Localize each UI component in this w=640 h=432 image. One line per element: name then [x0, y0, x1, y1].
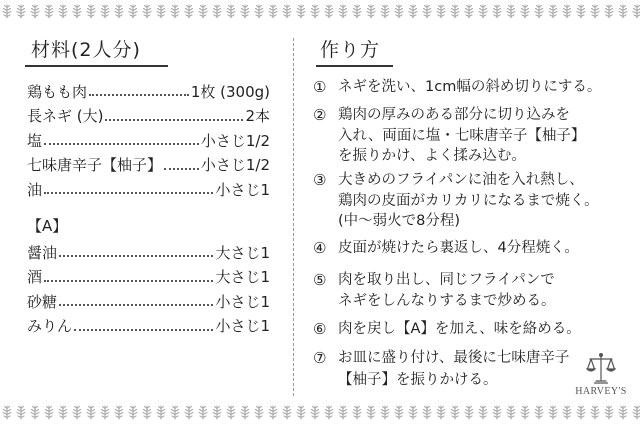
brand-logo — [570, 352, 632, 400]
step-line: (中〜弱火で8分程) — [338, 213, 461, 229]
ingredient-name: 砂糖 — [27, 292, 58, 311]
step-line: ネギを洗い、1cm幅の斜め切りにする。 — [338, 79, 602, 95]
ingredient-name: 酒 — [27, 268, 43, 287]
step-line: 肉を戻し【A】を加え、味を絡める。 — [338, 321, 581, 337]
scales-icon — [586, 352, 616, 385]
step-text — [338, 105, 585, 167]
ingredient-name: 七味唐辛子【柚子】 — [27, 156, 163, 175]
step-text — [338, 270, 556, 311]
method-title-underline — [316, 65, 393, 67]
ingredient-row — [27, 314, 270, 339]
step-line: を振りかけ、よく揉み込む。 — [338, 148, 526, 164]
step-number: ⑤ — [313, 271, 327, 289]
method-title: 作り方 — [320, 39, 381, 61]
ingredients-title-underline — [25, 65, 168, 67]
leaf-sprig-icon — [0, 3, 640, 19]
ingredient-amount: 小さじ1 — [215, 317, 270, 336]
dotted-leader — [44, 143, 199, 145]
step-line: お皿に盛り付け、最後に七味唐辛子 — [338, 350, 570, 366]
leaf-sprig-icon — [0, 404, 640, 420]
ingredient-amount: 小さじ1 — [215, 292, 270, 311]
bottom-decorative-border — [0, 404, 640, 420]
step-number: ② — [313, 106, 327, 124]
step-number: ⑥ — [313, 320, 327, 338]
ingredient-row — [27, 79, 270, 104]
step-line: 鶏肉の皮面がカリカリになるまで焼く。 — [338, 192, 599, 209]
ingredient-amount: 小さじ1/2 — [200, 156, 270, 175]
ingredient-name: 塩 — [27, 131, 43, 150]
ingredient-amount: 小さじ1/2 — [200, 131, 270, 150]
ingredient-amount: 小さじ1 — [215, 180, 270, 199]
step-line: ネギをしんなりするまで炒める。 — [338, 292, 556, 309]
step-line: 鶏肉の厚みのある部分に切り込みを — [338, 107, 570, 123]
seasoning-group-label: 【A】 — [27, 217, 68, 235]
step-text — [338, 348, 569, 391]
ingredient-amount: 1枚 (300g) — [190, 82, 270, 101]
ingredient-row — [27, 153, 270, 178]
ingredient-row — [27, 128, 270, 153]
step-number: ① — [313, 78, 327, 96]
step-line: 皮面が焼けたら裏返し、4分程焼く。 — [338, 240, 579, 256]
step-line: 肉を取り出し、同じフライパンで — [338, 272, 555, 288]
ingredient-amount: 大さじ1 — [215, 243, 270, 262]
dotted-leader — [74, 329, 213, 331]
dotted-leader — [44, 280, 213, 282]
dotted-leader — [164, 168, 199, 170]
column-divider — [293, 38, 294, 396]
seasoning-list — [27, 240, 270, 338]
dotted-leader — [105, 119, 243, 121]
ingredients-title: 材料(2人分) — [31, 39, 141, 61]
step-text — [338, 238, 579, 259]
step-line: 入れ、両面に塩・七味唐辛子【柚子】 — [338, 127, 586, 144]
step-line: 【柚子】を振りかける。 — [338, 371, 498, 388]
step-number: ③ — [313, 171, 327, 189]
ingredient-row — [27, 177, 270, 202]
ingredient-name: 長ネギ (大) — [27, 107, 104, 126]
step-text — [338, 77, 601, 98]
ingredient-row — [27, 240, 270, 265]
step-text — [338, 319, 581, 340]
dotted-leader — [59, 255, 213, 257]
ingredient-name: 鶏もも肉 — [27, 82, 88, 101]
dotted-leader — [89, 94, 189, 96]
step-number: ⑦ — [313, 349, 327, 367]
ingredient-name: みりん — [27, 317, 73, 336]
brand-name: HARVEY'S — [575, 386, 627, 397]
ingredient-amount: 2本 — [245, 107, 270, 126]
step-text — [338, 170, 599, 232]
ingredient-name: 油 — [27, 180, 43, 199]
step-number: ④ — [313, 239, 327, 257]
ingredient-amount: 大さじ1 — [215, 268, 270, 287]
ingredient-name: 醤油 — [27, 243, 58, 262]
ingredient-row — [27, 289, 270, 314]
ingredient-row — [27, 265, 270, 290]
step-line: 大きめのフライパンに油を入れ熱し、 — [338, 172, 584, 188]
ingredient-row — [27, 104, 270, 129]
dotted-leader — [44, 192, 213, 194]
ingredient-list — [27, 79, 270, 202]
top-decorative-border — [0, 3, 640, 19]
dotted-leader — [59, 304, 213, 306]
